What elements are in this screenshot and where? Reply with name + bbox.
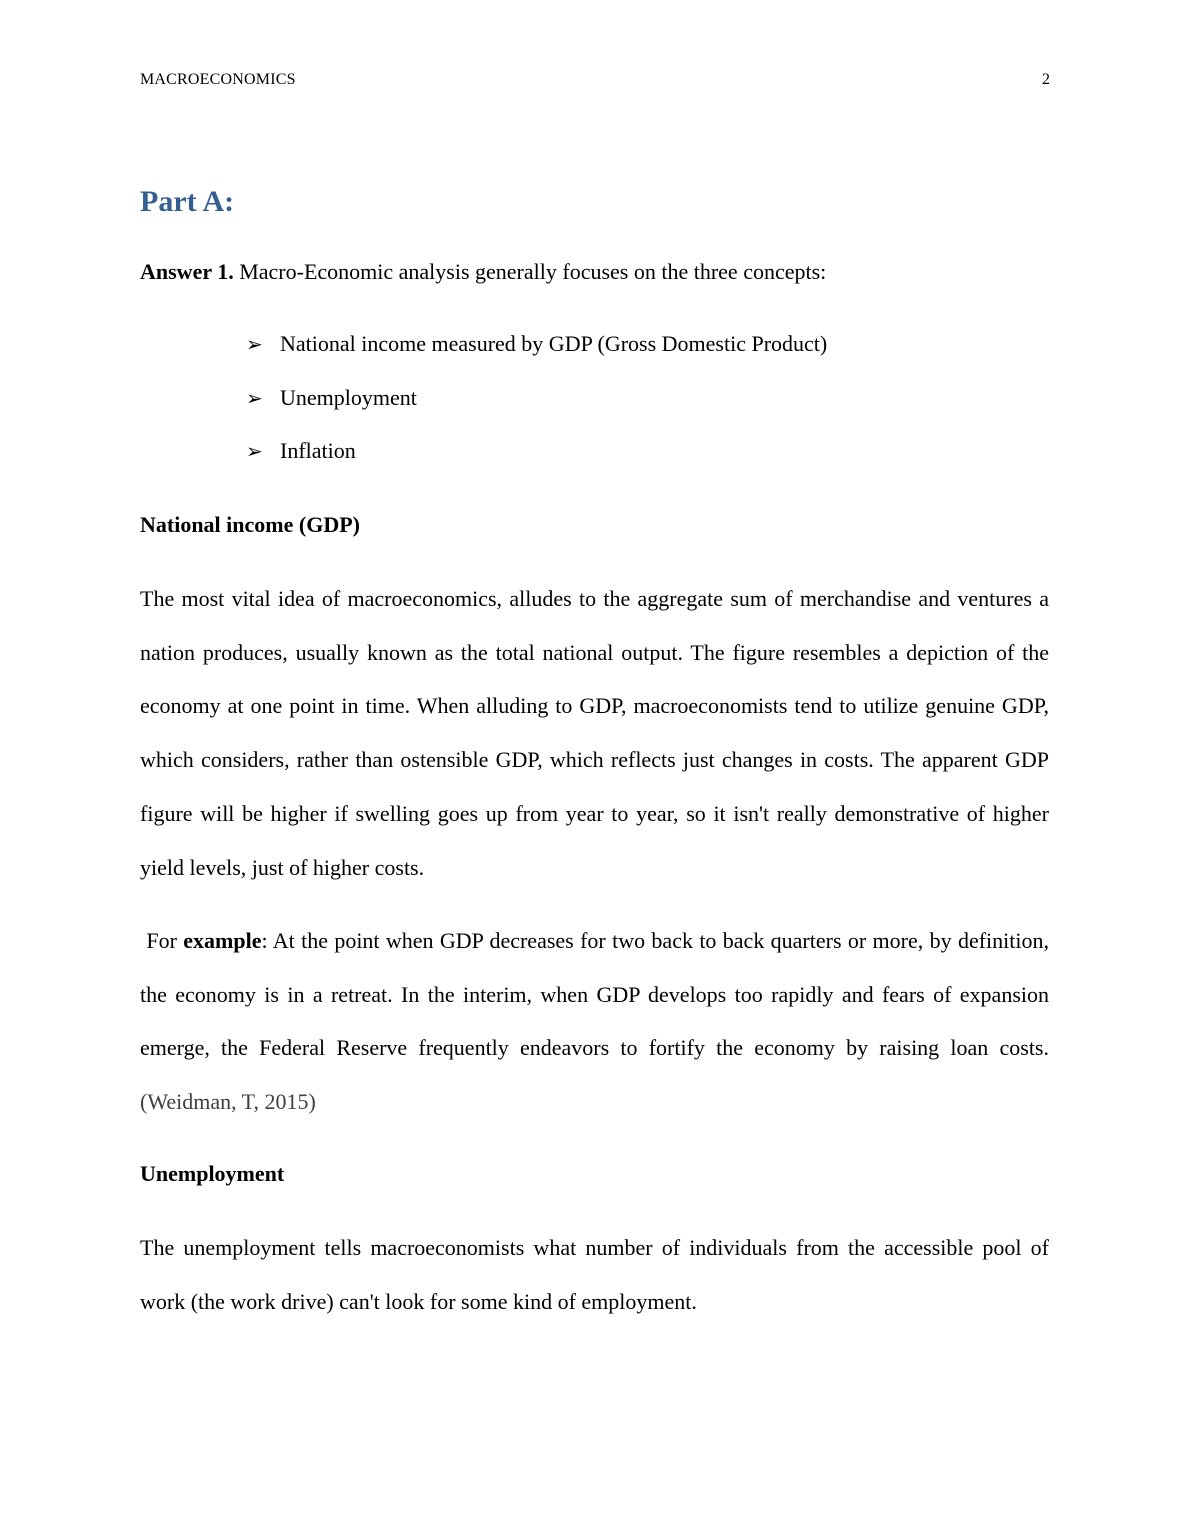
page-number: 2: [1042, 71, 1050, 88]
running-head: MACROECONOMICS: [140, 71, 296, 88]
arrow-bullet-icon: ➢: [246, 387, 263, 410]
concept-list: [246, 331, 827, 492]
example-text: : At the point when GDP decreases for two back to back quarters or more, by definition, the economy is in a retreat. In the interim, when GDP develops too rapidly and fears of expansion emerge, the Federal Reserve frequently endeavors to fortify the economy by raising loan costs.: [140, 928, 1050, 1061]
answer-intro: [140, 259, 826, 285]
gdp-paragraph: The most vital idea of macroeconomics, alludes to the aggregate sum of merchandise and ventures a nation produces, usually known as the total national output. The figure resembles a depiction of the economy at one point in time. When alluding to GDP, macroeconomists tend to utilize genuine GDP, which considers, rather than ostensible GDP, which reflects just changes in costs. The apparent GDP figure will be higher if swelling goes up from year to year, so it isn't really demonstrative of higher yield levels, just of higher costs.: [140, 586, 1049, 880]
example-label: example: [183, 928, 262, 953]
answer-text: Macro-Economic analysis generally focuses on the three concepts:: [233, 259, 827, 284]
list-item-text: Inflation: [280, 438, 356, 464]
unemployment-heading: Unemployment: [140, 1161, 285, 1186]
gdp-heading: National income (GDP): [140, 512, 360, 537]
list-item: [246, 438, 827, 492]
example-prefix: For: [146, 928, 184, 953]
unemployment-paragraph: The unemployment tells macroeconomists what number of individuals from the accessible pool of work (the work drive) can't look for some kind of employment.: [140, 1235, 1049, 1314]
answer-label: Answer 1.: [140, 259, 234, 284]
list-item: [246, 331, 827, 385]
gdp-example-paragraph: [140, 914, 1049, 1129]
list-item-text: Unemployment: [280, 384, 417, 410]
arrow-bullet-icon: ➢: [246, 441, 263, 464]
arrow-bullet-icon: ➢: [246, 334, 263, 356]
part-title: Part A:: [140, 185, 235, 218]
citation: (Weidman, T, 2015): [140, 1089, 316, 1115]
list-item-text: National income measured by GDP (Gross Domestic Product): [280, 331, 828, 356]
list-item: [246, 385, 827, 439]
